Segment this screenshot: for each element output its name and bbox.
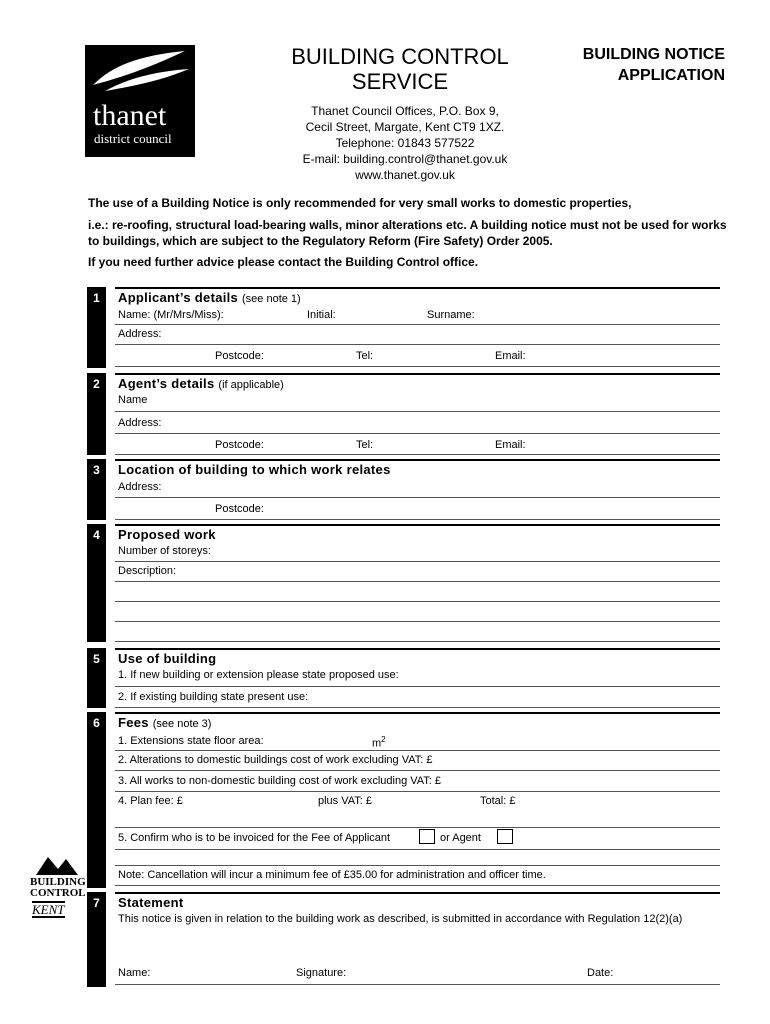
- section-heading-location: Location of building to which work relates: [118, 462, 391, 477]
- logo-subtitle: district council: [94, 131, 172, 146]
- domestic-cost-label: 2. Alterations to domestic buildings cost of work excluding VAT: £: [118, 754, 433, 766]
- applicant-postcode-label: Postcode:: [215, 350, 264, 362]
- intro-text-3: If you need further advice please contact the Building Control office.: [88, 255, 479, 269]
- council-address: Thanet Council Offices, P.O. Box 9, Cecil Street, Margate, Kent CT9 1XZ. Telephone: 01843 577522 E-mail: building.control@thanet.gov.uk www.thanet.gov.uk: [302, 104, 508, 182]
- notice-title: BUILDING NOTICE APPLICATION: [582, 46, 725, 84]
- section-number-5: 5: [87, 648, 106, 708]
- applicant-name-label: Name: (Mr/Mrs/Miss):: [118, 309, 224, 321]
- use-existing-label: 2. If existing building state present use:: [118, 691, 309, 703]
- applicant-address-label: Address:: [118, 328, 162, 340]
- location-postcode-label: Postcode:: [215, 503, 264, 515]
- floor-area-label: 1. Extensions state floor area:: [118, 735, 264, 747]
- applicant-surname-label: Surname:: [427, 309, 475, 321]
- total-label: Total: £: [480, 795, 516, 807]
- section-number-2: 2: [87, 373, 106, 455]
- applicant-initial-label: Initial:: [307, 309, 336, 321]
- divider: [115, 287, 720, 289]
- bird-wing-icon: [85, 45, 195, 100]
- description-label: Description:: [118, 565, 177, 577]
- agent-name-label: Name: [118, 394, 148, 406]
- non-domestic-cost-label: 3. All works to non-domestic building cost of work excluding VAT: £: [118, 775, 442, 787]
- applicant-checkbox[interactable]: [419, 829, 435, 844]
- use-new-label: 1. If new building or extension please state proposed use:: [118, 669, 399, 681]
- section-heading-proposed-work: Proposed work: [118, 527, 216, 542]
- square-metre-unit: $m^2$: [372, 735, 386, 750]
- thanet-logo: [85, 45, 195, 157]
- section-heading-statement: Statement: [118, 895, 184, 910]
- building-control-emblem-icon: [28, 855, 83, 877]
- statement-text: This notice is given in relation to the building work as described, is submitted in accordance with Regulation 12(2)(a): [118, 913, 683, 925]
- plan-fee-label: 4. Plan fee: £: [118, 795, 183, 807]
- agent-option-label: or Agent: [440, 832, 481, 844]
- agent-tel-label: Tel:: [356, 439, 374, 451]
- section-number-4: 4: [87, 524, 106, 642]
- intro-text-2: i.e.: re-roofing, structural load-bearing walls, minor alterations etc. A building notice must not be used for works to buildings, which are subject to the Regulatory Reform (Fire Safety) Order 2005.: [88, 218, 727, 248]
- building-control-kent-logo: BUILDING CONTROL KENT: [28, 855, 83, 920]
- page-title: BUILDING CONTROL SERVICE: [291, 44, 509, 94]
- vat-label: plus VAT: £: [318, 795, 373, 807]
- signature-label: Signature:: [296, 967, 347, 979]
- storeys-label: Number of storeys:: [118, 545, 211, 557]
- section-number-6: 6: [87, 712, 106, 888]
- intro-text-1: The use of a Building Notice is only recommended for very small works to domestic properties,: [88, 196, 632, 210]
- statement-name-label: Name:: [118, 967, 151, 979]
- section-heading-agent: Agent’s details (if applicable): [118, 376, 284, 391]
- cancellation-note: Note: Cancellation will incur a minimum fee of £35.00 for administration and officer time.: [118, 869, 546, 881]
- applicant-email-label: Email:: [495, 350, 526, 362]
- section-heading-applicant: Applicant’s details (see note 1): [118, 290, 301, 305]
- section-number-1: 1: [87, 287, 106, 368]
- section-heading-fees: Fees (see note 3): [118, 715, 212, 730]
- logo-name: thanet: [93, 99, 167, 132]
- applicant-tel-label: Tel:: [356, 350, 374, 362]
- agent-postcode-label: Postcode:: [215, 439, 264, 451]
- agent-checkbox[interactable]: [497, 829, 513, 844]
- section-number-7: 7: [87, 892, 106, 987]
- agent-email-label: Email:: [495, 439, 526, 451]
- section-heading-use: Use of building: [118, 651, 217, 666]
- location-address-label: Address:: [118, 481, 162, 493]
- section-number-3: 3: [87, 459, 106, 520]
- agent-address-label: Address:: [118, 417, 162, 429]
- date-label: Date:: [587, 967, 614, 979]
- invoice-label: 5. Confirm who is to be invoiced for the Fee of Applicant: [118, 832, 391, 844]
